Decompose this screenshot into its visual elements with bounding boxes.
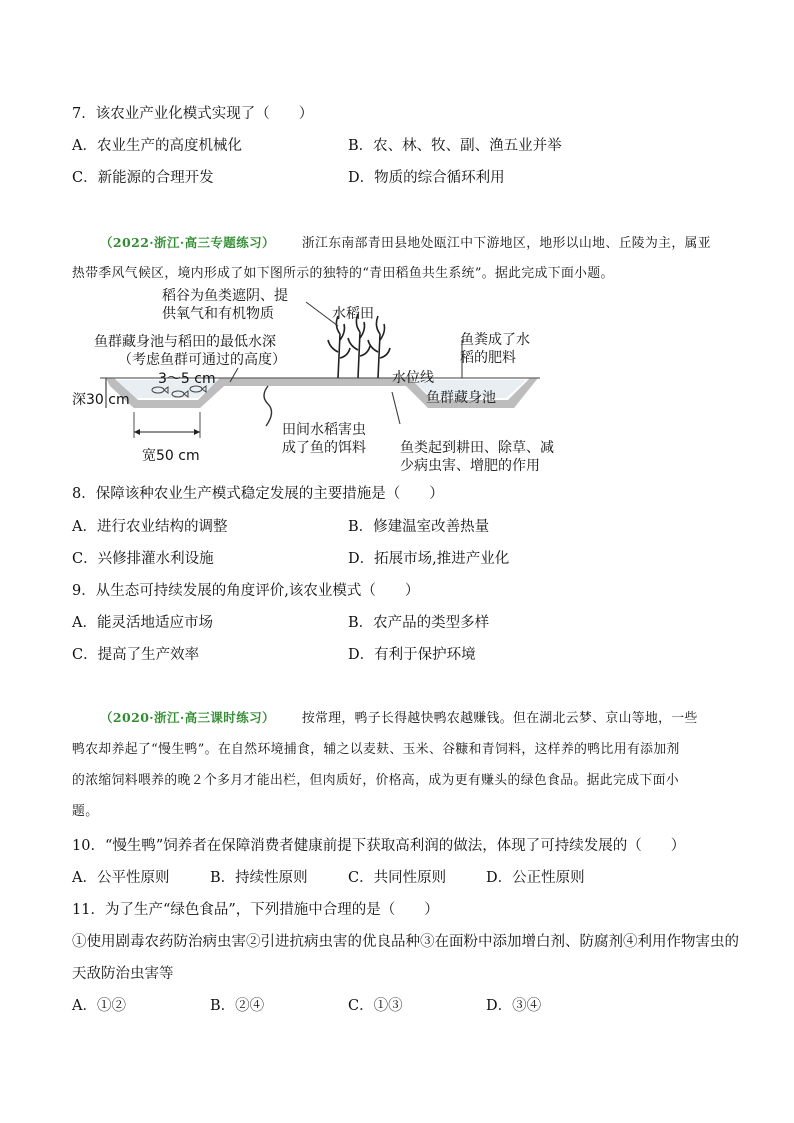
q9-option-a: A．能灵活地适应市场	[72, 615, 213, 631]
q10-option-b: B．持续性原则	[210, 870, 308, 886]
label-manure-2: 稻的肥料	[460, 350, 516, 366]
q9-option-d: D．有利于保护环境	[348, 647, 476, 663]
section2-intro-line3: 的浓缩饲料喂养的晚２个多月才能出栏，但肉质好，价格高，成为更有赚头的绿色食品。据此完成下面小	[72, 773, 680, 788]
q7-option-b: B．农、林、牧、副、渔五业并举	[348, 138, 562, 154]
rice-plant-icon	[328, 314, 390, 378]
q9-stem: 9．从生态可持续发展的角度评价,该农业模式（ ）	[72, 583, 420, 599]
q8-stem: 8．保障该种农业生产模式稳定发展的主要措施是（ ）	[72, 486, 444, 502]
q8-option-d: D．拓展市场,推进产业化	[348, 551, 510, 567]
q7-option-c: C．新能源的合理开发	[72, 170, 214, 186]
label-min-depth-1: 鱼群藏身池与稻田的最低水深	[94, 334, 276, 350]
q11-option-a: A．①②	[72, 998, 126, 1014]
label-width50: 宽50 cm	[142, 448, 200, 464]
label-depth30: 深30 cm	[72, 392, 130, 408]
q7-option-d: D．物质的综合循环利用	[348, 170, 505, 186]
label-rice-shade-1: 稻谷为鱼类遮阴、提	[162, 288, 288, 304]
q9-option-b: B．农产品的类型多样	[348, 615, 490, 631]
label-rice-shade-2: 供氧气和有机物质	[162, 306, 274, 322]
label-hide-pool: 鱼群藏身池	[426, 390, 496, 406]
q11-body-line2: 天敌防治虫害等	[72, 966, 174, 982]
q11-stem: 11．为了生产“绿色食品”，下列措施中合理的是（ ）	[72, 902, 439, 918]
q8-option-b: B．修建温室改善热量	[348, 519, 490, 535]
q11-option-d: D．③④	[486, 998, 542, 1014]
q10-option-a: A．公平性原则	[72, 870, 170, 886]
section1-intro-line1: （2022·浙江·高三专题练习） 浙江东南部青田县地处瓯江中下游地区，地形以山地、丘陵为主，属亚	[100, 235, 711, 251]
pest-pointer-line	[264, 386, 272, 426]
pointer-line	[392, 392, 400, 424]
section2-intro-line1: （2020·浙江·高三课时练习） 按常理，鸭子长得越快鸭农越赚钱。但在湖北云梦、京山等地，一些	[100, 710, 698, 726]
section1-source: （2022·浙江·高三专题练习）	[100, 235, 275, 250]
section2-intro-line4: 题。	[72, 804, 99, 819]
q9-option-c: C．提高了生产效率	[72, 647, 200, 663]
q8-option-a: A．进行农业结构的调整	[72, 519, 228, 535]
q7-option-a: A．农业生产的高度机械化	[72, 138, 242, 154]
q11-option-b: B．②④	[210, 998, 265, 1014]
label-min-depth-2: （考虑鱼群可通过的高度）	[118, 352, 286, 368]
section2-source: （2020·浙江·高三课时练习）	[100, 710, 275, 725]
q8-option-c: C．兴修排灌水利设施	[72, 551, 214, 567]
q11-option-c: C．①③	[348, 998, 403, 1014]
rice-fish-diagram	[70, 282, 590, 480]
q7-stem: 7．该农业产业化模式实现了（ ）	[72, 106, 314, 122]
label-pests-1: 田间水稻害虫	[282, 422, 366, 438]
label-pests-2: 成了鱼的饵料	[282, 440, 366, 456]
label-fish-role-2: 少病虫害、增肥的作用	[400, 458, 540, 474]
q10-stem: 10．“慢生鸭”饲养者在保障消费者健康前提下获取高利润的做法，体现了可持续发展的（ ）	[72, 838, 686, 854]
q10-option-c: C．共同性原则	[348, 870, 447, 886]
q10-option-d: D．公正性原则	[486, 870, 585, 886]
label-fish-role-1: 鱼类起到耕田、除草、减	[400, 440, 554, 456]
label-3-5cm: 3～5 cm	[158, 371, 216, 387]
label-manure-1: 鱼粪成了水	[460, 332, 530, 348]
q11-body-line1: ①使用剧毒农药防治病虫害②引进抗病虫害的优良品种③在面粉中添加增白剂、防腐剂④利用作物害虫的	[72, 934, 739, 950]
label-waterline: 水位线	[392, 370, 434, 386]
section1-intro-line2: 热带季风气候区，境内形成了如下图所示的独特的“青田稻鱼共生系统”。据此完成下面小题。	[72, 266, 614, 281]
label-paddy: 水稻田	[332, 306, 374, 322]
section2-intro-line2: 鸭农却养起了“慢生鸭”。在自然环境捕食，辅之以麦麸、玉米、谷糠和青饲料，这样养的鸭比用有添加剂	[72, 742, 680, 757]
